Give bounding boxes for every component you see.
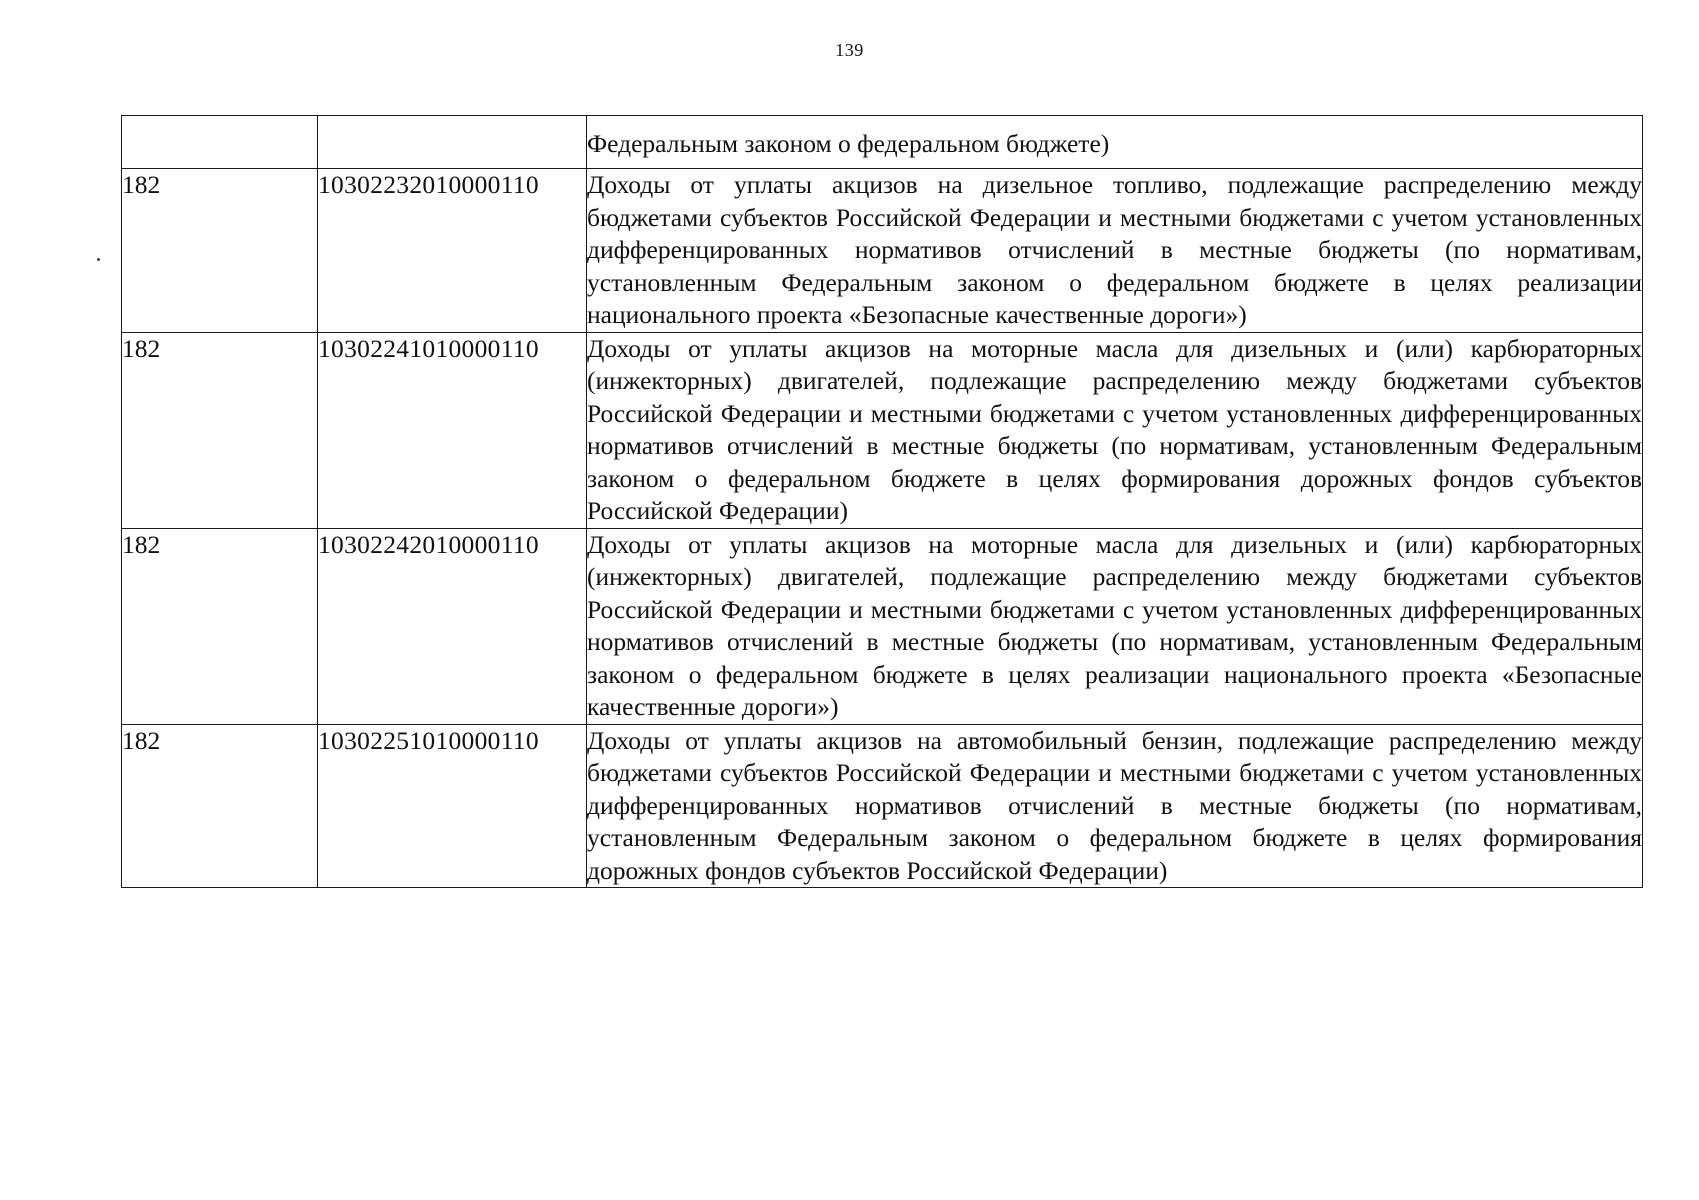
description-cell: Доходы от уплаты акцизов на дизельное топливо, подлежащие распределению между бюджетами субъектов Российской Федерации и местными бюджетами с учетом установленных дифференцированных нормативов отчислений в местные бюджеты (по нормативам, установленным Федеральным законом о федеральном бюджете в целях реализации национального проекта «Безопасные качественные дороги») [587,169,1643,333]
table-row [122,528,1643,724]
description-cell: Доходы от уплаты акцизов на автомобильный бензин, подлежащие распределению между бюджетами субъектов Российской Федерации и местными бюджетами с учетом установленных дифференцированных нормативов отчислений в местные бюджеты (по нормативам, установленным Федеральным законом о федеральном бюджете в целях формирования дорожных фондов субъектов Российской Федерации) [587,724,1643,888]
budget-code-cell [318,116,587,169]
budget-code-cell: 10302242010000110 [318,528,587,724]
admin-code-cell: 182 [122,169,318,333]
description-cell: Федеральным законом о федеральном бюджете) [587,116,1643,169]
budget-code-cell: 10302251010000110 [318,724,587,888]
budget-codes-table [121,115,1643,888]
table-row [122,724,1643,888]
table-row [122,169,1643,333]
budget-code-cell: 10302232010000110 [318,169,587,333]
description-cell: Доходы от уплаты акцизов на моторные масла для дизельных и (или) карбюраторных (инжекторных) двигателей, подлежащие распределению между бюджетами субъектов Российской Федерации и местными бюджетами с учетом установленных дифференцированных нормативов отчислений в местные бюджеты (по нормативам, установленным Федеральным законом о федеральном бюджете в целях реализации национального проекта «Безопасные качественные дороги») [587,528,1643,724]
admin-code-cell [122,116,318,169]
admin-code-cell: 182 [122,528,318,724]
page-number: 139 [835,40,864,60]
scan-artifact-dot [97,258,100,261]
table-row [122,332,1643,528]
table-row-continuation [122,116,1643,169]
description-cell: Доходы от уплаты акцизов на моторные масла для дизельных и (или) карбюраторных (инжекторных) двигателей, подлежащие распределению между бюджетами субъектов Российской Федерации и местными бюджетами с учетом установленных дифференцированных нормативов отчислений в местные бюджеты (по нормативам, установленным Федеральным законом о федеральном бюджете в целях формирования дорожных фондов субъектов Российской Федерации) [587,332,1643,528]
budget-code-cell: 10302241010000110 [318,332,587,528]
admin-code-cell: 182 [122,332,318,528]
admin-code-cell: 182 [122,724,318,888]
